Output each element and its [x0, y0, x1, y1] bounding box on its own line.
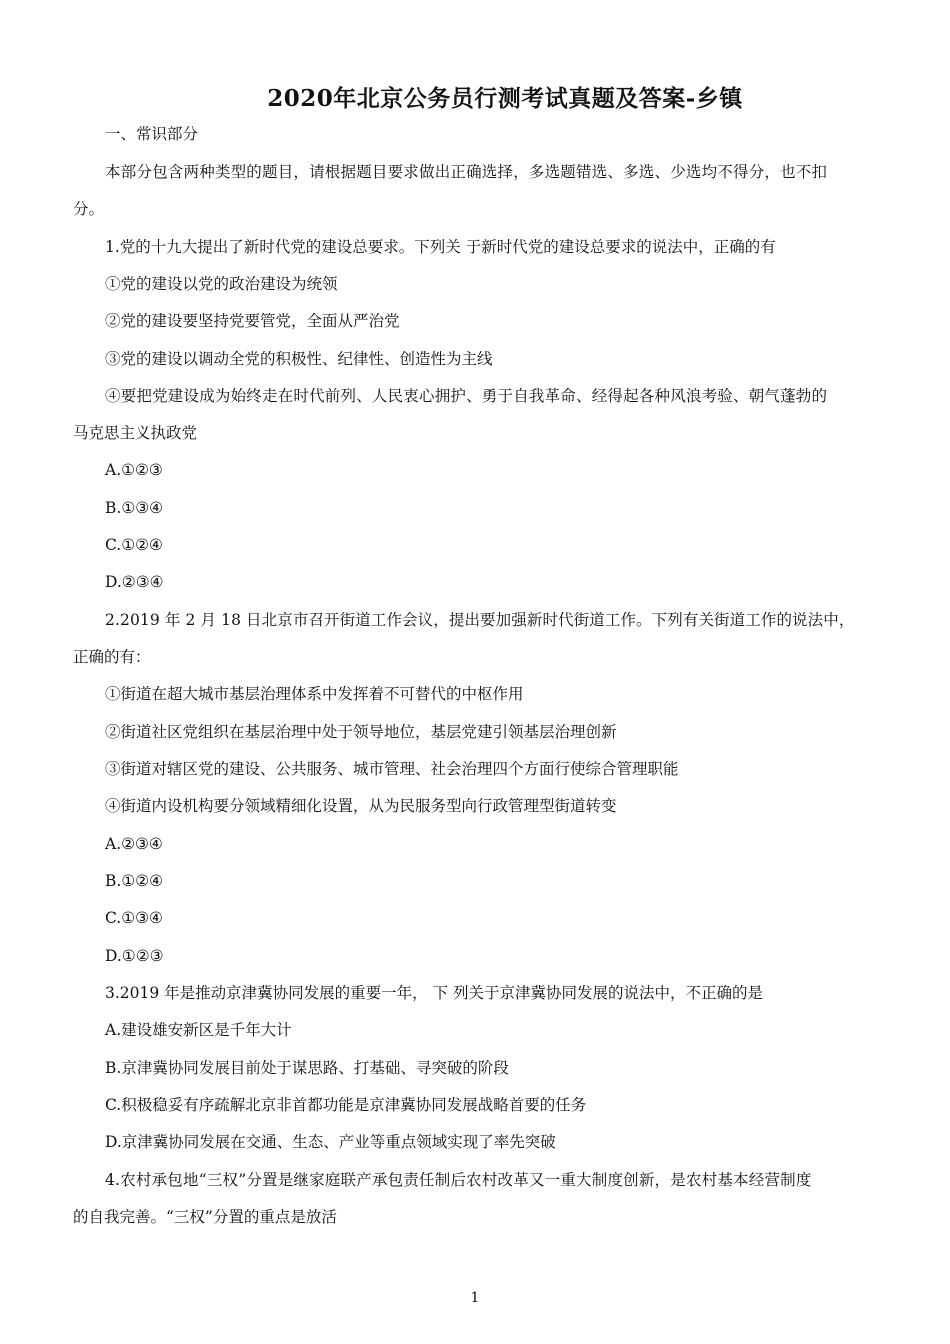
question-1-option-c: C.①②④ — [105, 536, 163, 554]
document-title: 2020年北京公务员行测考试真题及答案-乡镇 — [267, 85, 743, 112]
question-1-statement-3: ③党的建设以调动全党的积极性、纪律性、创造性为主线 — [105, 350, 493, 368]
question-4-stem-line-1: 4.农村承包地“三权”分置是继家庭联产承包责任制后农村改革又一重大制度创新，是农村基本经营制度 — [105, 1171, 812, 1189]
question-2-stem-line-1: 2.2019 年 2 月 18 日北京市召开街道工作会议，提出要加强新时代街道工作。下列有关街道工作的说法中， — [105, 611, 855, 629]
intro-text-line-2: 分。 — [73, 200, 105, 218]
question-2-statement-4: ④街道内设机构要分领域精细化设置，从为民服务型向行政管理型街道转变 — [105, 797, 617, 815]
question-2-option-d: D.①②③ — [105, 947, 164, 965]
question-2-statement-2: ②街道社区党组织在基层治理中处于领导地位，基层党建引领基层治理创新 — [105, 723, 617, 741]
question-1-option-b: B.①③④ — [105, 499, 164, 517]
question-3-option-d: D.京津冀协同发展在交通、生态、产业等重点领域实现了率先突破 — [105, 1133, 556, 1151]
question-1-statement-4-line-2: 马克思主义执政党 — [73, 424, 198, 442]
question-1-statement-4-line-1: ④要把党建设成为始终走在时代前列、人民衷心拥护、勇于自我革命、经得起各种风浪考验、朝气蓬勃的 — [105, 387, 828, 405]
question-2-option-a: A.②③④ — [105, 835, 163, 853]
intro-text-line-1: 本部分包含两种类型的题目，请根据题目要求做出正确选择，多选题错选、多选、少选均不得分，也不扣 — [105, 163, 828, 181]
page-number: 1 — [470, 1290, 480, 1306]
question-2-option-b: B.①②④ — [105, 872, 164, 890]
question-1-stem: 1.党的十九大提出了新时代党的建设总要求。下列关 于新时代党的建设总要求的说法中，正确的有 — [105, 238, 776, 256]
question-3-option-a: A.建设雄安新区是千年大计 — [105, 1021, 292, 1039]
question-2-stem-line-2: 正确的有： — [73, 648, 151, 666]
question-4-stem-line-2: 的自我完善。“三权”分置的重点是放活 — [73, 1208, 337, 1226]
question-1-option-a: A.①②③ — [105, 461, 163, 479]
question-1-statement-1: ①党的建设以党的政治建设为统领 — [105, 275, 338, 293]
section-heading: 一、常识部分 — [105, 125, 199, 143]
question-3-option-b: B.京津冀协同发展目前处于谋思路、打基础、寻突破的阶段 — [105, 1059, 509, 1077]
question-3-stem: 3.2019 年是推动京津冀协同发展的重要一年， 下 列关于京津冀协同发展的说法中，不正确的是 — [105, 984, 764, 1002]
question-3-option-c: C.积极稳妥有序疏解北京非首都功能是京津冀协同发展战略首要的任务 — [105, 1096, 587, 1114]
question-2-option-c: C.①③④ — [105, 909, 163, 927]
question-1-option-d: D.②③④ — [105, 573, 164, 591]
question-2-statement-1: ①街道在超大城市基层治理体系中发挥着不可替代的中枢作用 — [105, 685, 524, 703]
question-1-statement-2: ②党的建设要坚持党要管党，全面从严治党 — [105, 312, 400, 330]
question-2-statement-3: ③街道对辖区党的建设、公共服务、城市管理、社会治理四个方面行使综合管理职能 — [105, 760, 679, 778]
